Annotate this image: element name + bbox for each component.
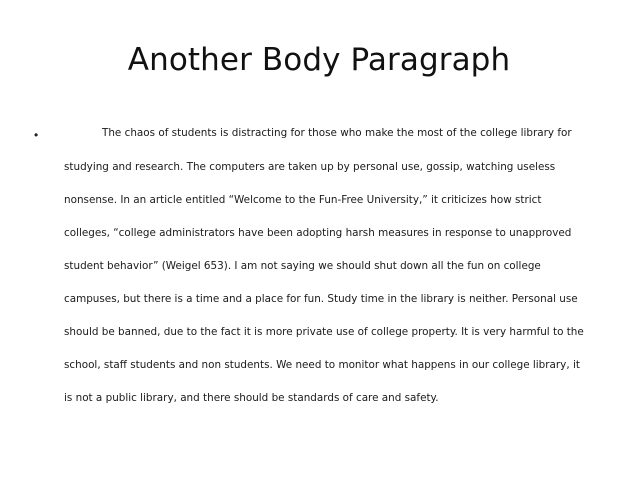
bullet-marker: •	[34, 128, 39, 142]
paragraph-line: campuses, but there is a time and a place for fun. Study time in the library is neither. Personal use	[64, 293, 578, 305]
paragraph-line: nonsense. In an article entitled “Welcome to the Fun-Free University,” it criticizes how strict	[64, 194, 542, 206]
paragraph-line: studying and research. The computers are taken up by personal use, gossip, watching useless	[64, 161, 556, 173]
paragraph-line: is not a public library, and there should be standards of care and safety.	[64, 392, 439, 404]
paragraph-line: school, staff students and non students. We need to monitor what happens in our college library, it	[64, 359, 580, 371]
paragraph-line: The chaos of students is distracting for those who make the most of the college library for	[102, 127, 572, 139]
paragraph-line: student behavior” (Weigel 653). I am not saying we should shut down all the fun on college	[64, 260, 541, 272]
slide-title: Another Body Paragraph	[127, 42, 511, 78]
paragraph-line: should be banned, due to the fact it is more private use of college property. It is very harmful to the	[64, 326, 584, 338]
paragraph-line: colleges, “college administrators have been adopting harsh measures in response to unapproved	[64, 227, 572, 239]
